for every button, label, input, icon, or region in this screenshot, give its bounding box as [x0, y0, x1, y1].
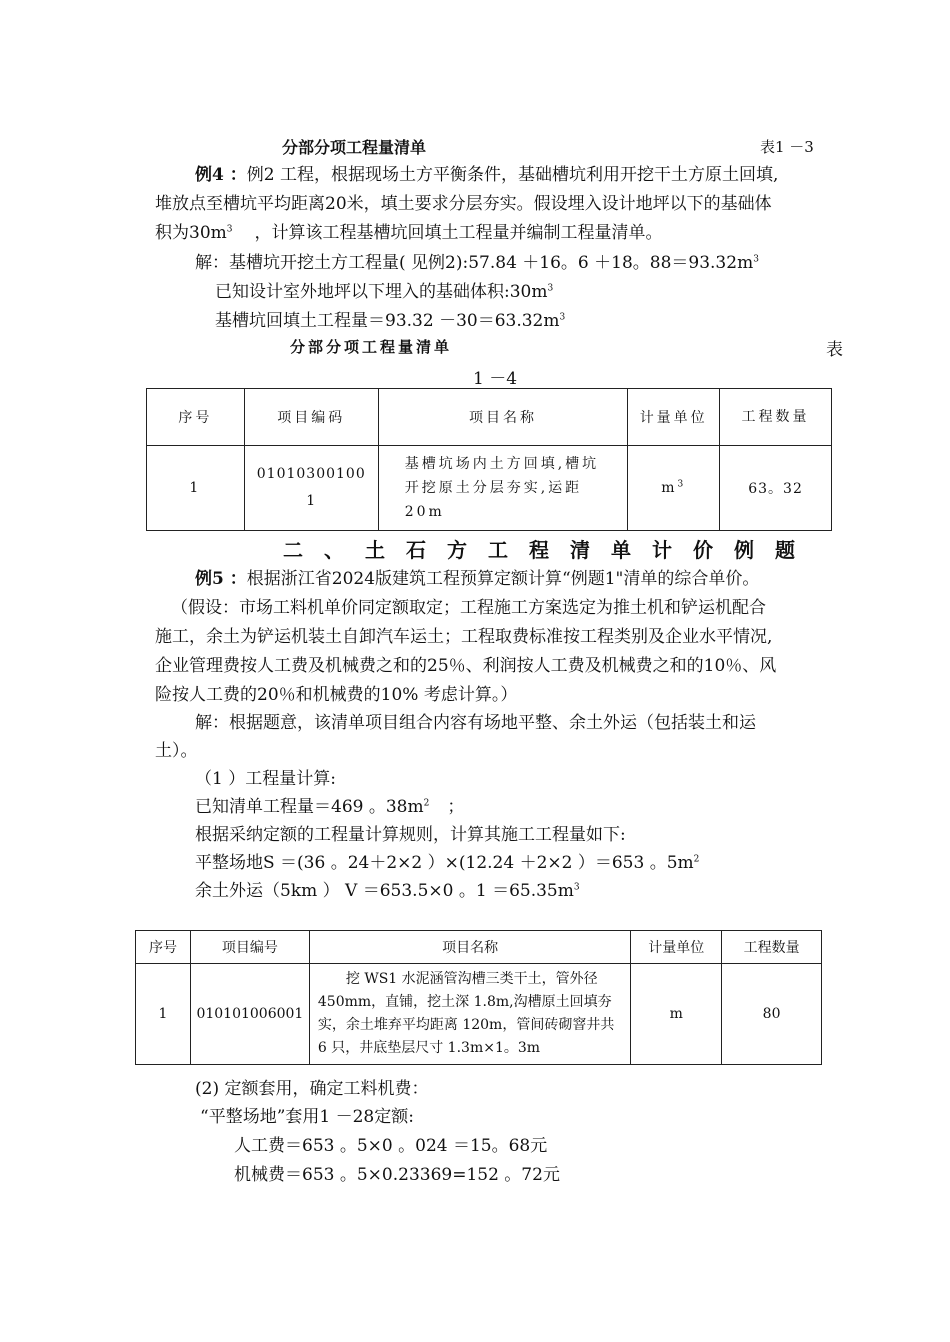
example5-line2: （假设：市场工料机单价同定额取定；工程施工方案选定为推土机和铲运机配合 [171, 598, 766, 618]
known-quantity-post: ； [447, 797, 465, 817]
table-title-1-3: 分部分项工程量清单 [282, 138, 427, 157]
table-row [136, 964, 822, 1065]
example5-step1: （1 ）工程量计算: [195, 769, 336, 789]
step2: (2) 定额套用，确定工料机费： [195, 1079, 429, 1099]
example4-line3-pre: 积为30m [155, 223, 227, 243]
table2 [135, 930, 822, 1065]
table1-cell-code [244, 446, 378, 531]
table1-ref-a: 表 [826, 340, 843, 360]
table1-cell-seq: 1 [147, 446, 245, 531]
example5-line5: 险按人工费的20％和机械费的10% 考虑计算。） [155, 685, 518, 705]
example5-line3: 施工，余土为铲运机装土自卸汽车运土；工程取费标准按工程类别及企业水平情况, [155, 627, 773, 647]
table1-code-line2: 1 [306, 493, 317, 509]
table2-header-seq: 序号 [136, 931, 191, 964]
example5-rule: 根据采纳定额的工程量计算规则，计算其施工工程量如下: [195, 825, 626, 845]
table-ref-1-3: 表1 －3 [760, 138, 814, 156]
table-row [147, 446, 832, 531]
example4-line3 [155, 218, 663, 243]
haul-sup: 3 [573, 882, 580, 893]
table2-cell-code: 010101006001 [190, 964, 309, 1065]
quota-applied: “平整场地”套用1 －28定额: [200, 1107, 414, 1127]
table1 [146, 388, 832, 531]
table2-cell-qty: 80 [722, 964, 822, 1065]
example4-sol2-sup: 3 [547, 283, 554, 294]
table1-header-unit: 计量单位 [628, 389, 720, 446]
table2-header-row [136, 931, 822, 964]
table1-cell-qty: 63。32 [720, 446, 832, 531]
example4-solution1 [195, 248, 759, 273]
example5-solution1: 解：根据题意，该清单项目组合内容有场地平整、余土外运（包括装土和运 [195, 713, 756, 733]
haul-text: 余土外运（5km ） V ＝653.5×0 。1 ＝65.35m [195, 881, 574, 901]
table1-header-code: 项目编码 [244, 389, 378, 446]
example4-line2: 堆放点至槽坑平均距离20米，填土要求分层夯实。假设埋入设计地坪以下的基础体 [155, 194, 772, 214]
example4-line3-sup: 3 [226, 224, 233, 235]
example5-level-area [195, 848, 699, 873]
table2-header-code: 项目编号 [190, 931, 309, 964]
example4-line3-post: ，计算该工程基槽坑回填土工程量并编制工程量清单。 [254, 223, 663, 243]
table1-header-name: 项目名称 [378, 389, 628, 446]
example4-line1 [195, 160, 778, 185]
example4-sol1-text: 解：基槽坑开挖土方工程量( 见例2):57.84 ＋16。6 ＋18。88＝93.32m [195, 253, 754, 273]
table2-cell-unit: m [631, 964, 722, 1065]
known-quantity-sup: 2 [423, 798, 430, 809]
example4-text1: 例2 工程，根据现场土方平衡条件，基础槽坑利用开挖干土方原土回填, [246, 165, 779, 185]
example5-text1: 根据浙江省2024版建筑工程预算定额计算“例题1"清单的综合单价。 [246, 569, 760, 589]
table1-ref-b: 1 －4 [473, 369, 518, 389]
table1-header-qty: 工程数量 [720, 389, 832, 446]
table2-header-name: 项目名称 [309, 931, 630, 964]
example4-sol3-sup: 3 [559, 312, 566, 323]
example4-solution2 [215, 277, 553, 302]
table1-unit-text: m [661, 480, 678, 496]
table2-cell-seq: 1 [136, 964, 191, 1065]
level-area-sup: 2 [693, 854, 700, 865]
section2-title: 二、土石方工程清单计价例题 [283, 538, 816, 562]
level-area-text: 平整场地S ＝(36 。24＋2×2 ）×(12.24 ＋2×2 ）＝653 。5m [195, 853, 694, 873]
example5-line1 [195, 564, 759, 589]
table2-header-qty: 工程数量 [722, 931, 822, 964]
example5-line4: 企业管理费按人工费及机械费之和的25％、利润按人工费及机械费之和的10％、风 [155, 656, 777, 676]
machine-cost: 机械费＝653 。5×0.23369=152 。72元 [234, 1165, 560, 1185]
known-quantity-text: 已知清单工程量＝469 。38m [195, 797, 424, 817]
example5-solution2: 土）。 [155, 741, 198, 761]
example4-solution3 [215, 306, 565, 331]
table1-code-line1: 01010300100 [256, 466, 366, 482]
table1-unit-sup: 3 [677, 479, 687, 490]
labor-cost: 人工费＝653 。5×0 。024 ＝15。68元 [234, 1136, 548, 1156]
table1-title: 分部分项工程量清单 [290, 338, 453, 356]
table1-cell-unit [628, 446, 720, 531]
table1-cell-name: 基槽坑场内土方回填,槽坑开挖原土分层夯实,运距20m [378, 446, 628, 531]
table2-cell-name: 挖 WS1 水泥涵管沟槽三类干土，管外径 450mm，直铺，挖土深 1.8m,沟槽原土回填夯实，余土堆弃平均距离 120m，管间砖砌窨井共 6 只，井底垫层尺寸 1.3m×1。3m [309, 964, 630, 1065]
example5-known-quantity [195, 792, 464, 817]
table1-header-row [147, 389, 832, 446]
example4-label: 例4 ： [195, 165, 247, 185]
example4-sol2-text: 已知设计室外地坪以下埋入的基础体积:30m [215, 282, 548, 302]
example5-label: 例5 ： [195, 569, 247, 589]
example4-sol3-text: 基槽坑回填土工程量＝93.32 －30＝63.32m [215, 311, 560, 331]
example5-haul [195, 876, 580, 901]
table1-header-seq: 序号 [147, 389, 245, 446]
example4-sol1-sup: 3 [753, 254, 759, 265]
table2-header-unit: 计量单位 [631, 931, 722, 964]
